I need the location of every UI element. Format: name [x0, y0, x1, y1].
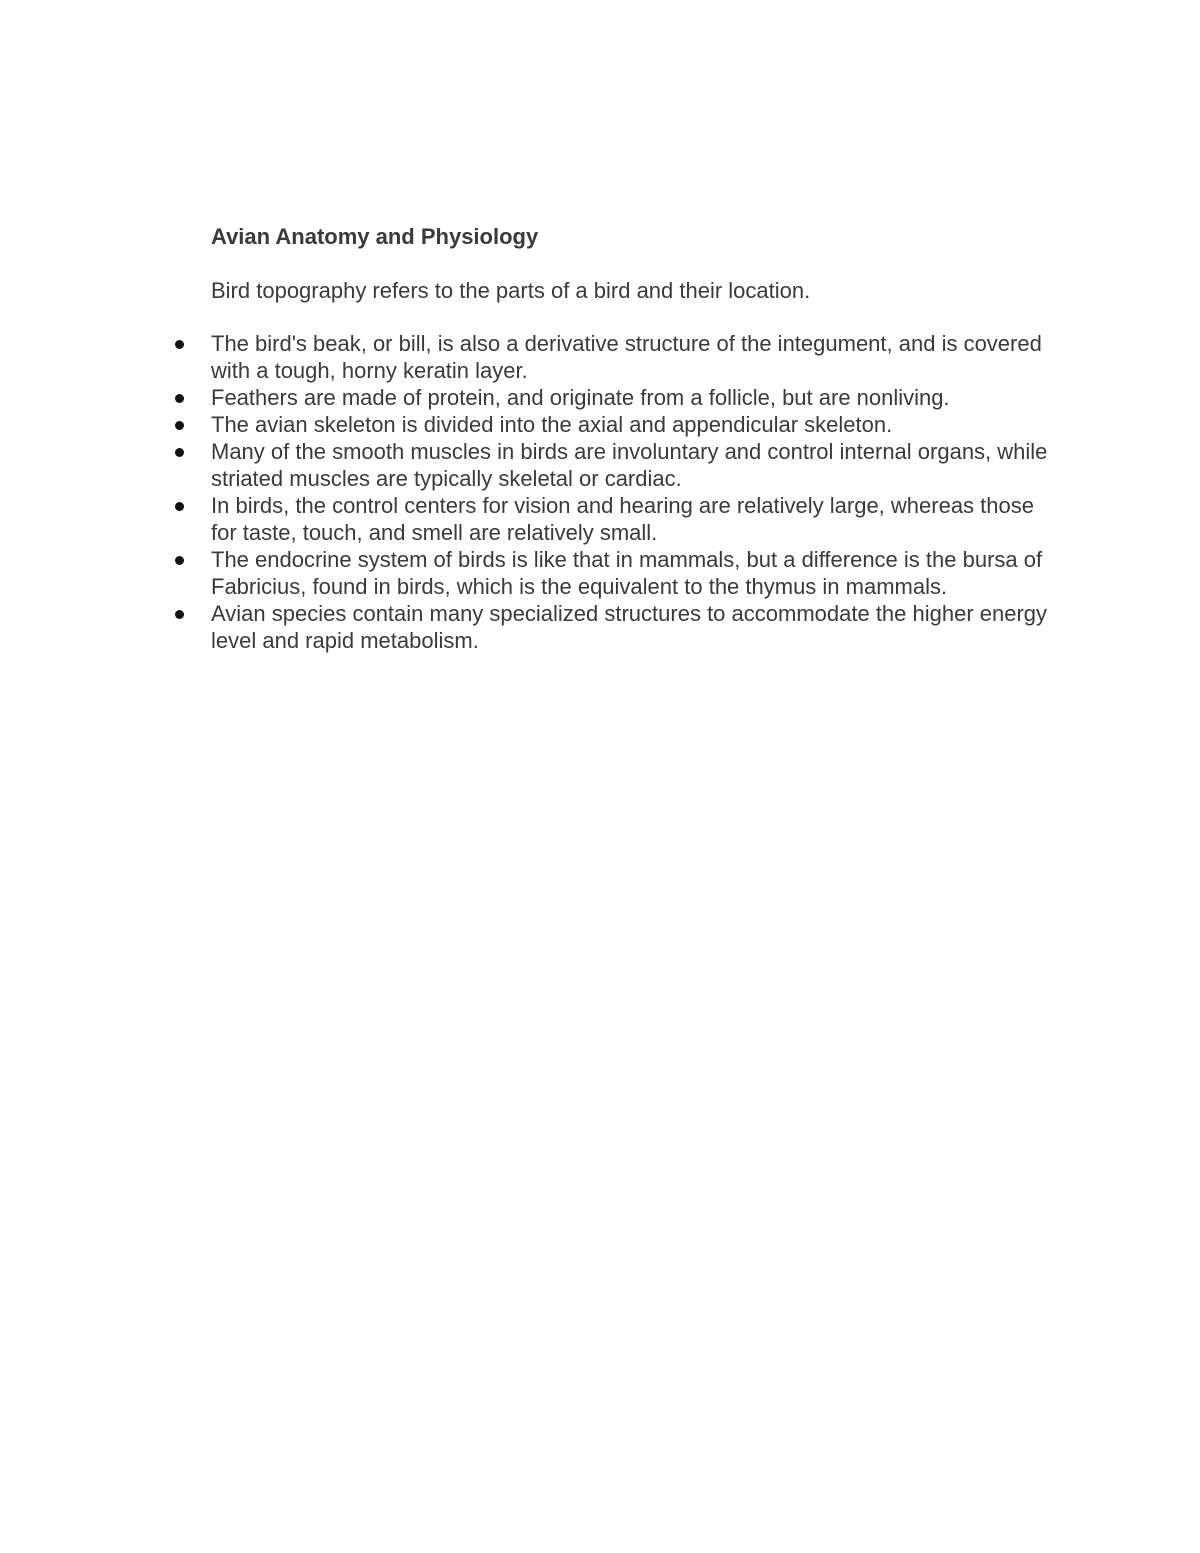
bullet-icon: [175, 340, 184, 349]
bullet-icon: [175, 502, 184, 511]
bullet-icon: [175, 448, 184, 457]
list-item-text: The endocrine system of birds is like that in mammals, but a difference is the bursa of Fabricius, found in birds, which is the equivalent to the thymus in mammals.: [211, 547, 1043, 599]
bullet-icon: [175, 394, 184, 403]
list-item-text: Avian species contain many specialized structures to accommodate the higher energy level and rapid metabolism.: [211, 601, 1048, 653]
bullet-icon: [175, 610, 184, 619]
bullet-list: [211, 330, 1071, 654]
list-item: [211, 438, 1071, 492]
list-item-text: The avian skeleton is divided into the axial and appendicular skeleton.: [211, 412, 893, 437]
intro-paragraph: Bird topography refers to the parts of a bird and their location.: [211, 278, 811, 303]
bullet-icon: [175, 556, 184, 565]
document-content: [211, 222, 1071, 654]
list-item: [211, 600, 1071, 654]
document-title: Avian Anatomy and Physiology: [211, 224, 539, 249]
list-item-text: In birds, the control centers for vision and hearing are relatively large, whereas those for taste, touch, and smell are relatively small.: [211, 493, 1034, 545]
list-item-text: Many of the smooth muscles in birds are involuntary and control internal organs, while striated muscles are typically skeletal or cardiac.: [211, 439, 1048, 491]
list-item-text: Feathers are made of protein, and originate from a follicle, but are nonliving.: [211, 385, 950, 410]
list-item: [211, 492, 1071, 546]
list-item: [211, 384, 1071, 411]
list-item: [211, 546, 1071, 600]
list-item: [211, 330, 1071, 384]
list-item-text: The bird's beak, or bill, is also a derivative structure of the integument, and is covered with a tough, horny keratin layer.: [211, 331, 1042, 383]
bullet-icon: [175, 421, 184, 430]
list-item: [211, 411, 1071, 438]
